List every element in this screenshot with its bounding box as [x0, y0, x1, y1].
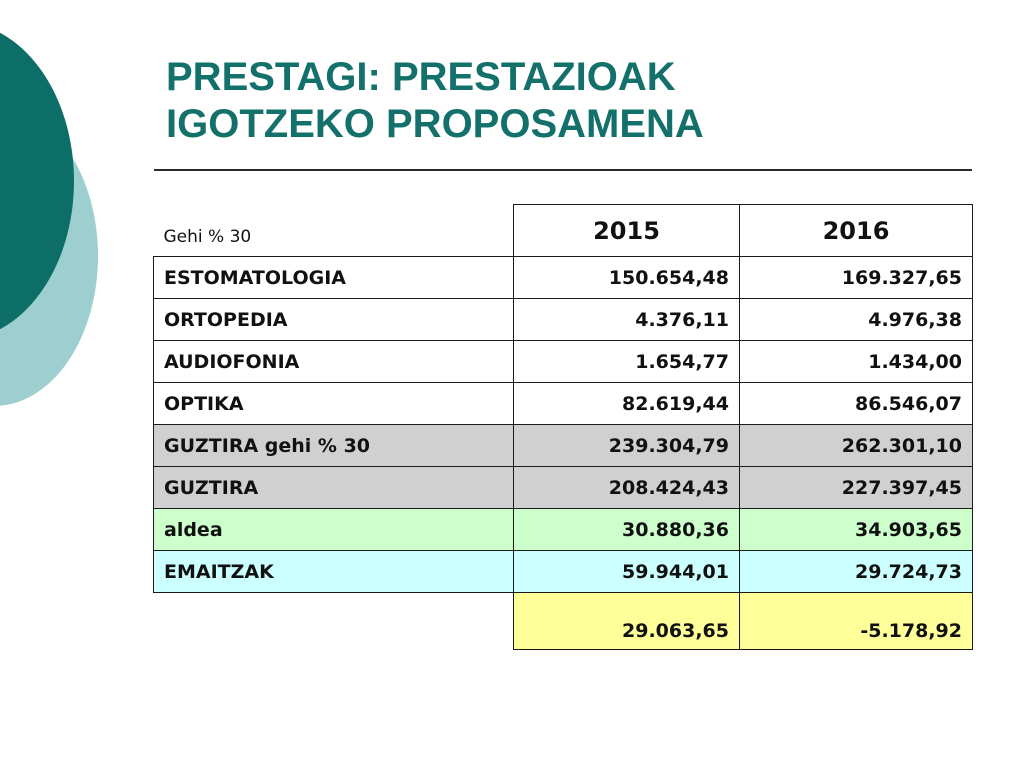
table-row — [154, 299, 973, 341]
cell-2016: 86.546,07 — [740, 383, 973, 425]
cell-2015: 1.654,77 — [514, 341, 740, 383]
table-row-total — [154, 467, 973, 509]
header-label: Gehi % 30 — [163, 227, 252, 247]
cell-2015: 150.654,48 — [514, 257, 740, 299]
table-row-final-difference — [154, 593, 973, 650]
table-row — [154, 341, 973, 383]
cell-2016: 262.301,10 — [740, 425, 973, 467]
cell-2016: 29.724,73 — [740, 551, 973, 593]
cell-2016: 34.903,65 — [740, 509, 973, 551]
title-divider — [154, 169, 972, 171]
cell-2016: 1.434,00 — [740, 341, 973, 383]
cell-2015: 239.304,79 — [514, 425, 740, 467]
row-label: OPTIKA — [154, 383, 514, 425]
cell-2015: 82.619,44 — [514, 383, 740, 425]
cell-2015: 29.063,65 — [514, 593, 740, 650]
table-header-row — [154, 205, 973, 257]
row-label: ORTOPEDIA — [154, 299, 514, 341]
table-row-total-plus-30 — [154, 425, 973, 467]
row-label: EMAITZAK — [154, 551, 514, 593]
cell-2015: 59.944,01 — [514, 551, 740, 593]
table-row-emaitzak — [154, 551, 973, 593]
slide-title-line-1: PRESTAGI: PRESTAZIOAK — [166, 55, 676, 99]
cell-2016: 4.976,38 — [740, 299, 973, 341]
table-row — [154, 257, 973, 299]
row-label: AUDIOFONIA — [154, 341, 514, 383]
slide-title-line-2: IGOTZEKO PROPOSAMENA — [166, 102, 704, 146]
cell-2015: 30.880,36 — [514, 509, 740, 551]
row-label: GUZTIRA — [154, 467, 514, 509]
cell-2016: 227.397,45 — [740, 467, 973, 509]
table-row — [154, 383, 973, 425]
row-label: ESTOMATOLOGIA — [154, 257, 514, 299]
row-label-empty — [154, 593, 514, 650]
row-label: GUZTIRA gehi % 30 — [154, 425, 514, 467]
slide-title — [166, 54, 966, 148]
row-label: aldea — [154, 509, 514, 551]
cell-2016: 169.327,65 — [740, 257, 973, 299]
header-year-2016: 2016 — [740, 205, 973, 257]
cell-2015: 208.424,43 — [514, 467, 740, 509]
header-year-2015: 2015 — [514, 205, 740, 257]
cell-2016: -5.178,92 — [740, 593, 973, 650]
table-row-aldea — [154, 509, 973, 551]
benefits-table — [153, 204, 973, 650]
cell-2015: 4.376,11 — [514, 299, 740, 341]
